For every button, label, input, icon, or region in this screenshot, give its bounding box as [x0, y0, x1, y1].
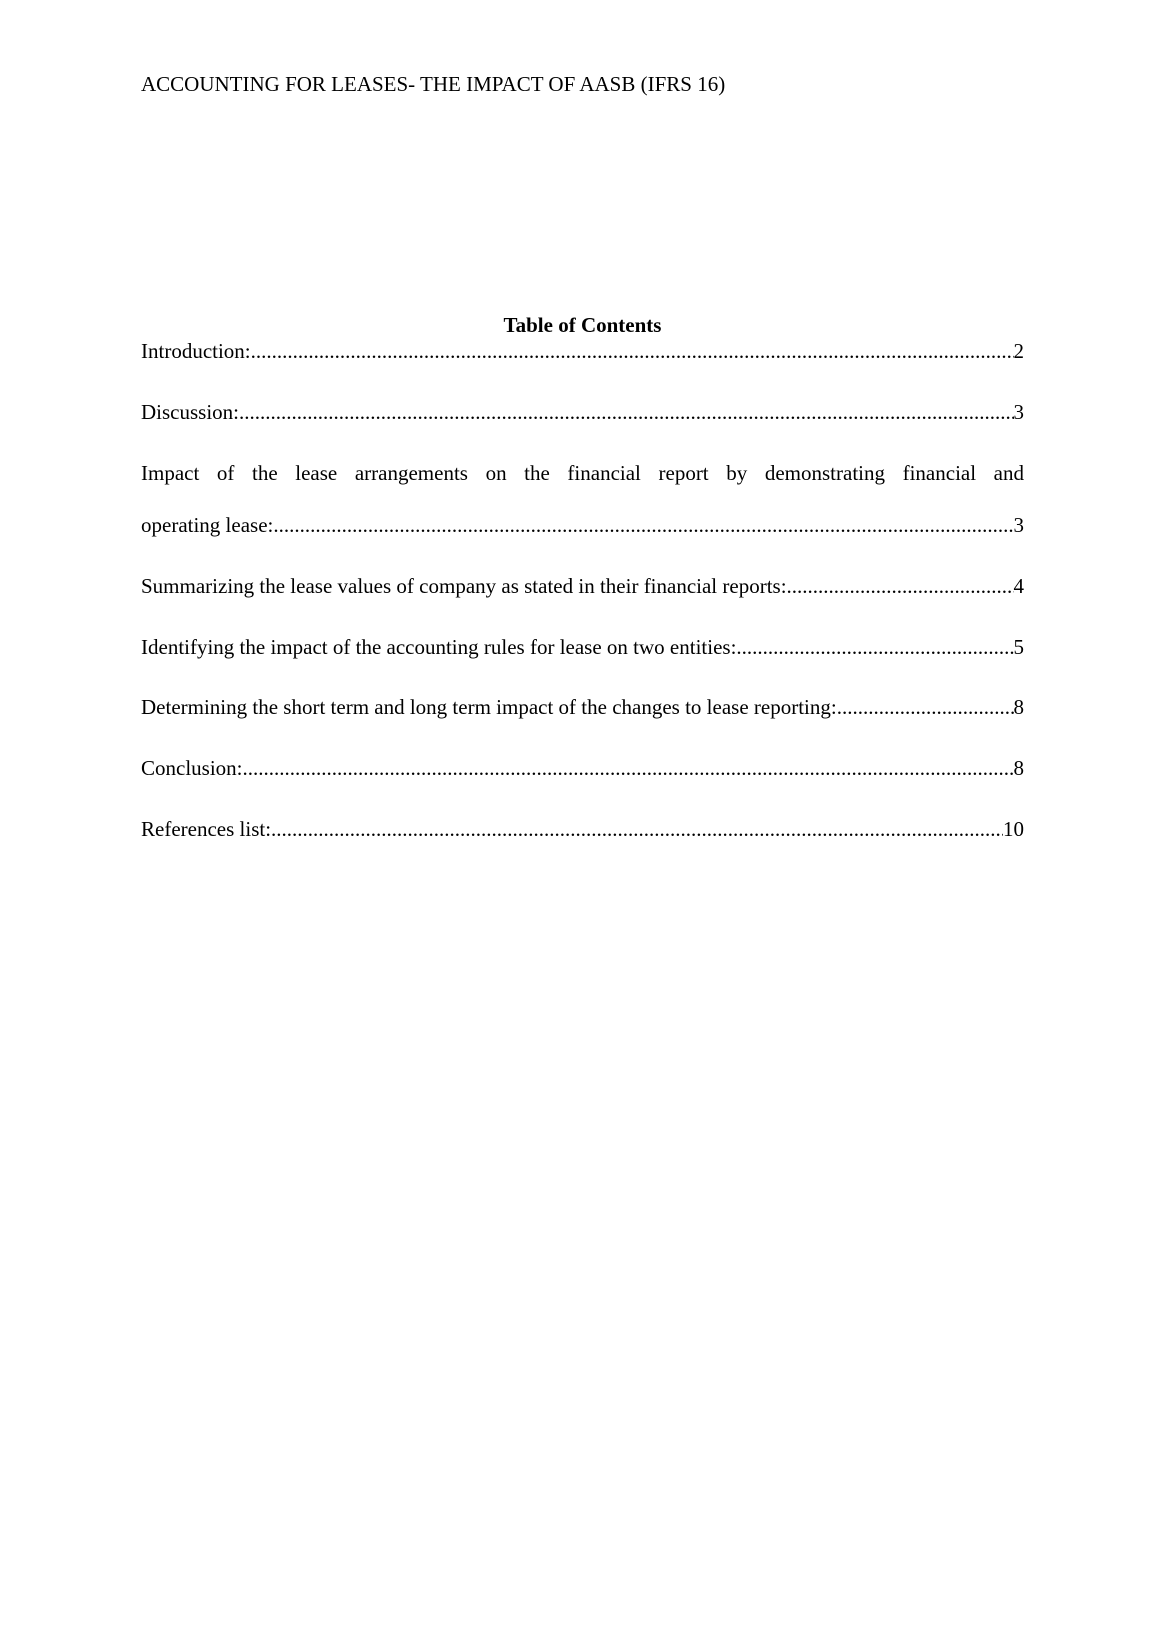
- toc-page-number: 4: [1013, 574, 1024, 598]
- toc-entry-label-line1: Impact of the lease arrangements on the financial report by demonstrating financial and: [141, 461, 1024, 485]
- toc-page-number: 10: [1003, 817, 1024, 841]
- toc-entry-label: Determining the short term and long term impact of the changes to lease reporting:: [141, 695, 837, 719]
- toc-page-number: 8: [1013, 695, 1024, 719]
- toc-page-number: 3: [1013, 400, 1024, 424]
- toc-entry-summarizing-lease-values[interactable]: [141, 572, 1024, 600]
- toc-leader-dots: [251, 337, 1014, 365]
- toc-leader-dots: [271, 815, 1003, 843]
- toc-title: Table of Contents: [503, 313, 662, 337]
- running-header: ACCOUNTING FOR LEASES- THE IMPACT OF AASB (IFRS 16): [141, 72, 726, 96]
- toc-entry-references-list[interactable]: [141, 815, 1024, 843]
- toc-entry-identifying-impact[interactable]: [141, 633, 1024, 661]
- toc-entry-label: Summarizing the lease values of company as stated in their financial reports:: [141, 574, 787, 598]
- toc-entry-label: operating lease:: [141, 513, 274, 537]
- toc-entry-conclusion[interactable]: [141, 754, 1024, 782]
- toc-leader-dots: [736, 633, 1013, 661]
- toc-entry-discussion[interactable]: [141, 398, 1024, 426]
- toc-entry-label: Discussion:: [141, 400, 240, 424]
- toc-entry-determining-impact[interactable]: [141, 693, 1024, 721]
- toc-page-number: 8: [1013, 756, 1024, 780]
- toc-entry-label: References list:: [141, 817, 272, 841]
- toc-page-number: 3: [1013, 513, 1024, 537]
- table-of-contents: [141, 311, 1024, 841]
- toc-entry-label: Introduction:: [141, 339, 251, 363]
- toc-leader-dots: [273, 511, 1013, 539]
- toc-leader-dots: [243, 754, 1014, 782]
- toc-leader-dots: [837, 693, 1014, 721]
- toc-leader-dots: [787, 572, 1014, 600]
- toc-page-number: 2: [1013, 339, 1024, 363]
- toc-entry-impact-of-lease-arrangements[interactable]: [141, 459, 1024, 539]
- toc-leader-dots: [239, 398, 1013, 426]
- toc-entry-introduction[interactable]: [141, 337, 1024, 365]
- toc-page-number: 5: [1013, 635, 1024, 659]
- toc-entry-label: Conclusion:: [141, 756, 243, 780]
- toc-entry-label: Identifying the impact of the accounting rules for lease on two entities:: [141, 635, 737, 659]
